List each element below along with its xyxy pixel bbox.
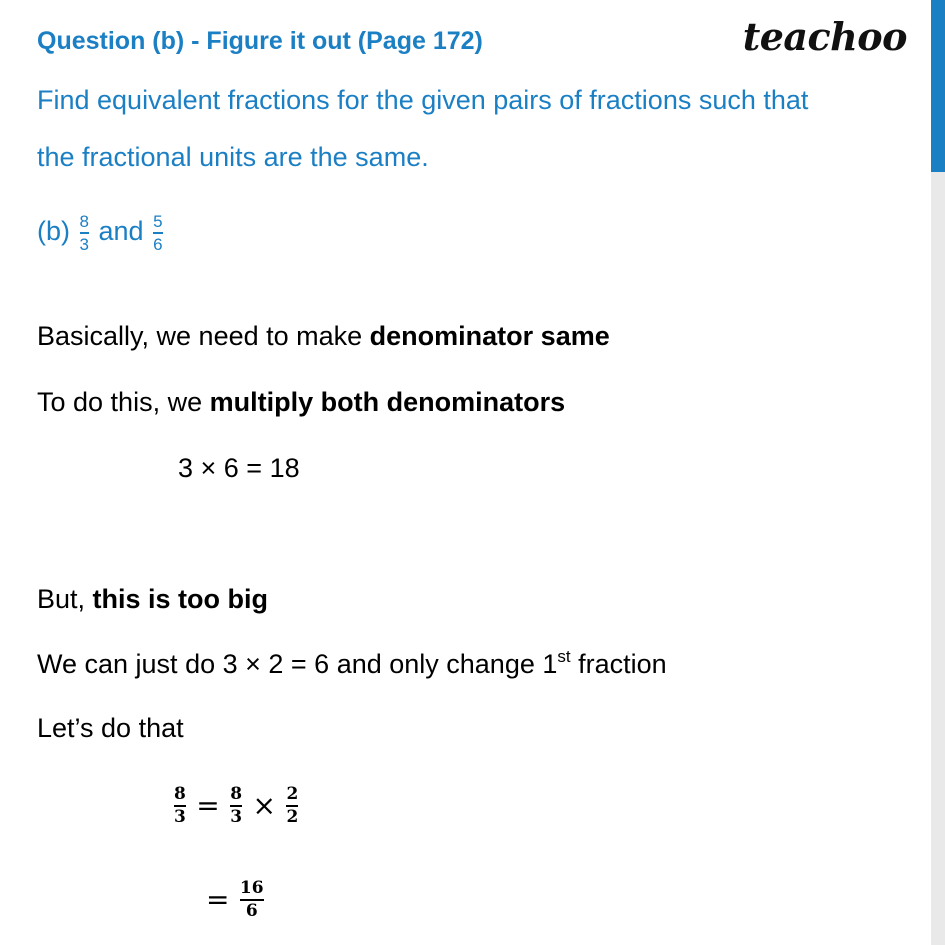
fraction-denominator: 6	[245, 900, 258, 921]
fraction-denominator: 3	[174, 806, 186, 827]
bold-text: this is too big	[92, 584, 269, 614]
fraction-rhs-2	[286, 786, 298, 826]
question-title: Question (b) - Figure it out (Page 172)	[37, 27, 483, 55]
fraction-5-6	[153, 213, 162, 253]
text-end: fraction	[570, 649, 667, 679]
fraction-denominator: 3	[230, 806, 243, 827]
solution-line-wecan	[37, 648, 667, 680]
bold-text: multiply both denominators	[209, 387, 566, 417]
fraction-numerator: 8	[230, 784, 243, 804]
question-text-line-1: Find equivalent fractions for the given pairs of fractions such that	[37, 85, 809, 115]
fraction-bar	[153, 232, 162, 234]
solution-line-basically	[37, 320, 610, 352]
equals-sign: =	[206, 883, 230, 917]
text: Basically, we need to make	[37, 321, 370, 351]
solution-line-but	[37, 583, 268, 615]
bold-text: denominator same	[369, 321, 610, 351]
fraction-denominator: 2	[286, 806, 299, 827]
fraction-bar	[80, 232, 89, 234]
question-part-b	[37, 213, 165, 253]
teachoo-logo: teachoo	[742, 14, 907, 59]
equation-step-2	[202, 880, 266, 920]
text: We can just do 3 × 2 = 6 and only change 1	[37, 649, 558, 679]
text: But,	[37, 584, 93, 614]
fraction-numerator: 8	[79, 212, 89, 231]
fraction-numerator: 5	[153, 212, 163, 231]
question-text-line-2: the fractional units are the same.	[37, 142, 429, 172]
superscript: st	[557, 647, 571, 666]
fraction-denominator: 3	[79, 234, 89, 254]
equals-sign: =	[196, 789, 220, 823]
fraction-denominator: 6	[153, 234, 163, 254]
solution-line-lets: Let’s do that	[37, 713, 184, 743]
equation-step-1	[172, 786, 300, 826]
fraction-numerator: 8	[174, 784, 186, 804]
fraction-result	[240, 880, 264, 920]
solution-line-todo	[37, 386, 565, 418]
fraction-numerator: 2	[286, 784, 299, 804]
fraction-lhs	[174, 786, 186, 826]
part-label: (b)	[37, 215, 70, 246]
solution-calc-line: 3 × 6 = 18	[178, 453, 300, 483]
text: To do this, we	[37, 387, 210, 417]
fraction-numerator: 16	[239, 878, 264, 898]
joiner-and: and	[98, 215, 144, 246]
fraction-8-3	[80, 213, 89, 253]
fraction-rhs-1	[230, 786, 242, 826]
times-sign: ×	[252, 789, 276, 823]
scrollbar-thumb[interactable]	[931, 0, 945, 172]
